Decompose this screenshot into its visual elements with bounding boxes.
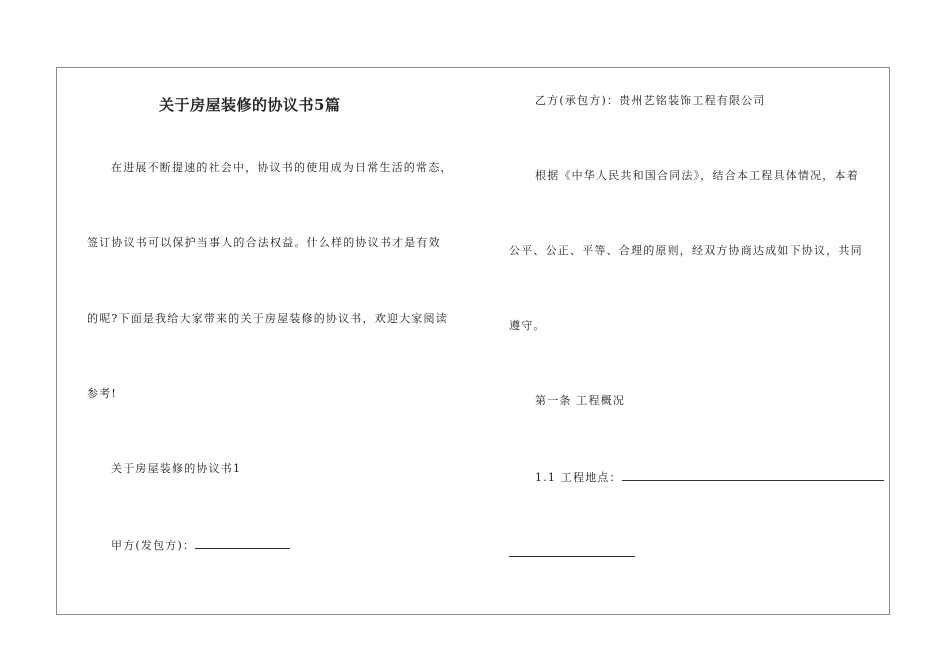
basis-line-2: 公平、公正、平等、合理的原则，经双方协商达成如下协议，共同 <box>509 244 863 257</box>
section-heading: 关于房屋装修的协议书1 <box>111 462 242 475</box>
intro-line-2: 签订协议书可以保护当事人的合法权益。什么样的协议书才是有效 <box>87 236 441 249</box>
party-b-line: 乙方(承包方)：贵州艺铭装饰工程有限公司 <box>535 94 766 107</box>
clause-1-1-blank <box>622 469 884 481</box>
party-a-line <box>111 537 290 553</box>
article-1-heading: 第一条 工程概况 <box>535 394 626 407</box>
clause-1-1-blank-continued <box>509 555 635 557</box>
intro-line-3: 的呢?下面是我给大家带来的关于房屋装修的协议书，欢迎大家阅读 <box>87 312 448 325</box>
basis-line-3: 遵守。 <box>509 319 546 332</box>
party-a-label: 甲方(发包方)： <box>111 539 196 552</box>
document-page <box>56 67 890 615</box>
basis-line-1: 根据《中华人民共和国合同法》，结合本工程具体情况，本着 <box>535 169 859 182</box>
intro-line-4: 参考! <box>87 387 118 400</box>
clause-1-1-line <box>535 469 884 485</box>
intro-line-1: 在进展不断提速的社会中，协议书的使用成为日常生活的常态， <box>111 161 453 174</box>
clause-1-1-label: 1.1 工程地点： <box>535 471 622 484</box>
party-a-blank <box>195 537 290 549</box>
document-title: 关于房屋装修的协议书5篇 <box>159 96 341 114</box>
